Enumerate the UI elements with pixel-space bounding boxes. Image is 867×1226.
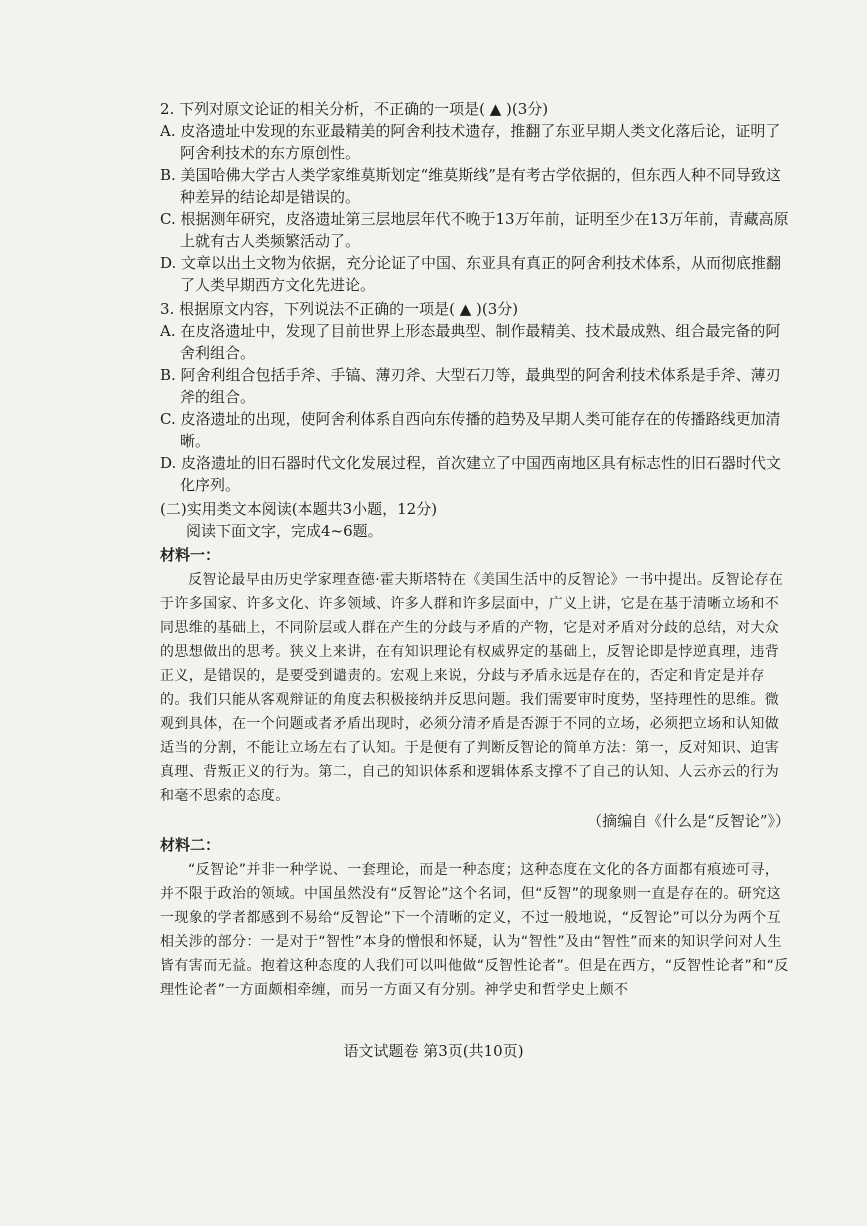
- option-a: A. 皮洛遗址中发现的东亚最精美的阿舍利技术遗存，推翻了东亚早期人类文化落后论，证明了阿舍利技术的东方原创性。: [160, 122, 781, 162]
- option-d: D. 皮洛遗址的旧石器时代文化发展过程，首次建立了中国西南地区具有标志性的旧石器时代文化序列。: [160, 454, 782, 494]
- section-title: (二)实用类文本阅读(本题共3小题，12分): [160, 500, 438, 518]
- option-b: B. 阿舍利组合包括手斧、手镐、薄刃斧、大型石刀等，最典型的阿舍利技术体系是手斧、薄刃斧的组合。: [160, 366, 781, 406]
- option-c: C. 皮洛遗址的出现，使阿舍利体系自西向东传播的趋势及早期人类可能存在的传播路线更加清晰。: [160, 410, 781, 450]
- option-b: B. 美国哈佛大学古人类学家维莫斯划定“维莫斯线”是有考古学依据的，但东西人种不同导致这种差异的结论却是错误的。: [160, 166, 781, 206]
- question-stem: 2. 下列对原文论证的相关分析，不正确的一项是( ▲ )(3分): [160, 100, 549, 118]
- material-two: [160, 834, 790, 1002]
- material-one: [160, 544, 790, 832]
- option-c: C. 根据测年研究，皮洛遗址第三层地层年代不晚于13万年前，证明至少在13万年前，青藏高原上就有古人类频繁活动了。: [160, 210, 789, 250]
- material-paragraph: 反智论最早由历史学家理查德·霍夫斯塔特在《美国生活中的反智论》一书中提出。反智论存在于许多国家、许多文化、许多领域、许多人群和许多层面中，广义上讲，它是在基于清晰立场和不同思维的基础上，不同阶层或人群在产生的分歧与矛盾的产物，它是对矛盾对分歧的总结，对大众的思想做出的思考。狭义上来讲，在有知识理论有权威界定的基础上，反智论即是悖逆真理，违背正义，是错误的，是要受到谴责的。宏观上来说，分歧与矛盾永远是存在的，否定和肯定是并存的。我们只能从客观辩证的角度去积极接纳并反思问题。我们需要审时度势，坚持理性的思维。微观到具体，在一个问题或者矛盾出现时，必须分清矛盾是否源于不同的立场，必须把立场和认知做适当的分割，不能让立场左右了认知。于是便有了判断反智论的简单方法：第一，反对知识、迫害真理、背叛正义的行为。第二，自己的知识体系和逻辑体系支撑不了自己的认知、人云亦云的行为和毫不思索的态度。: [160, 572, 784, 804]
- page-content: [160, 98, 790, 1002]
- material-source: （摘编自《什么是“反智论”》）: [587, 812, 790, 830]
- question-3: [160, 298, 790, 496]
- material-paragraph: “反智论”并非一种学说、一套理论，而是一种态度；这种态度在文化的各方面都有痕迹可寻，并不限于政治的领域。中国虽然没有“反智论”这个名词，但“反智”的现象则一直是存在的。研究这一现象的学者都感到不易给“反智论”下一个清晰的定义，不过一般地说，“反智论”可以分为两个互相关涉的部分：一是对于“智性”本身的憎恨和怀疑，认为“智性”及由“智性”而来的知识学问对人生皆有害而无益。抱着这种态度的人我们可以叫他做“反智性论者”。但是在西方，“反智性论者”和“反理性论者”一方面颇相牵缠，而另一方面又有分别。神学史和哲学史上颇不: [160, 862, 789, 998]
- option-a: A. 在皮洛遗址中，发现了目前世界上形态最典型、制作最精美、技术最成熟、组合最完备的阿舍利组合。: [160, 322, 781, 362]
- section-header: [160, 498, 790, 542]
- option-d: D. 文章以出土文物为依据，充分论证了中国、东亚具有真正的阿舍利技术体系，从而彻底推翻了人类早期西方文化先进论。: [160, 254, 782, 294]
- material-label: 材料一：: [160, 546, 221, 564]
- section-instruction: 阅读下面文字，完成4~6题。: [186, 522, 383, 540]
- page-footer: 语文试题卷 第3页(共10页): [343, 1042, 524, 1060]
- question-2: [160, 98, 790, 296]
- question-stem: 3. 根据原文内容，下列说法不正确的一项是( ▲ )(3分): [160, 300, 519, 318]
- material-label: 材料二：: [160, 836, 221, 854]
